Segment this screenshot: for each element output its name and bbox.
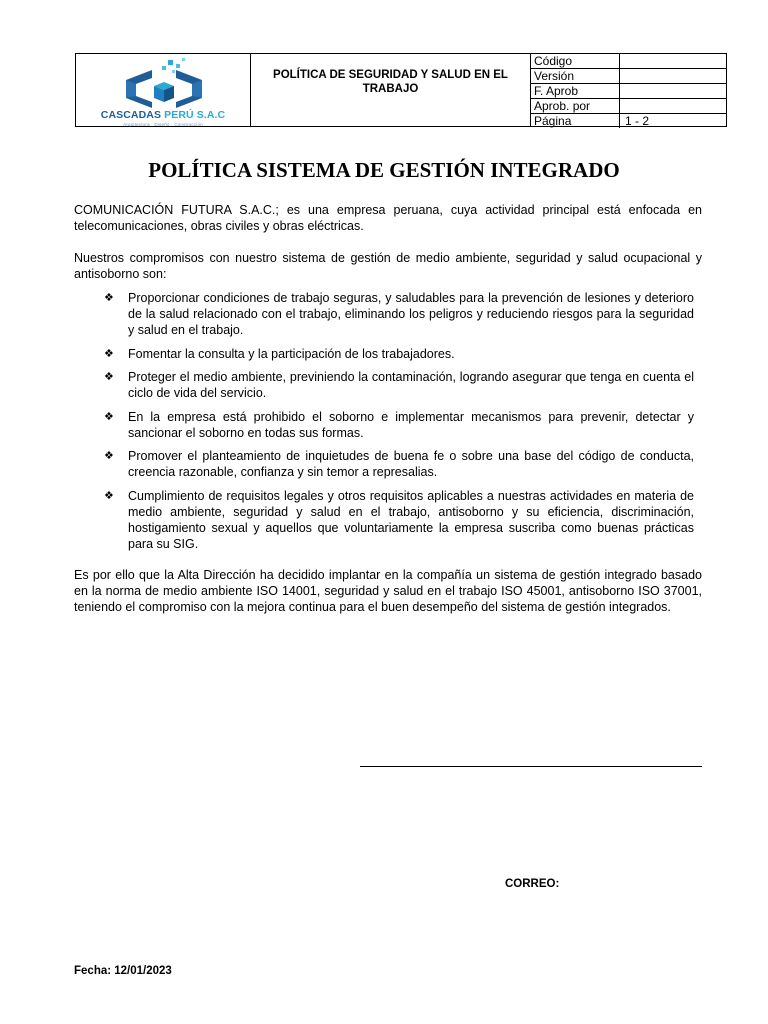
logo-wordmark xyxy=(76,109,250,121)
header-title-text: POLÍTICA DE SEGURIDAD Y SALUD EN EL TRABAJO xyxy=(273,69,508,95)
header-row-aprob-por xyxy=(531,99,726,114)
logo-brand-accent-text: PERÚ S.A.C xyxy=(164,109,226,121)
diamond-bullet-icon: ❖ xyxy=(104,449,114,462)
list-item xyxy=(104,488,694,552)
document-title: POLÍTICA SISTEMA DE GESTIÓN INTEGRADO xyxy=(148,158,620,182)
commitments-list xyxy=(104,290,694,559)
commitments-intro-paragraph: Nuestros compromisos con nuestro sistema de gestión de medio ambiente, seguridad y salud ocupacional y antisoborno son: xyxy=(74,251,702,281)
header-label: Aprob. por xyxy=(531,99,620,113)
header-value xyxy=(620,99,726,113)
header-row-version xyxy=(531,69,726,84)
header-row-f-aprob xyxy=(531,84,726,99)
header-label: Página xyxy=(531,114,620,128)
list-item xyxy=(104,369,694,401)
diamond-bullet-icon: ❖ xyxy=(104,488,114,502)
header-row-codigo xyxy=(531,54,726,69)
list-item-text: Proporcionar condiciones de trabajo seguras, y saludables para la prevención de lesiones y deterioro de la salud relacionado con el trabajo, eliminando los peligros y reduciendo riesgos para la seguridad y salud en el trabajo. xyxy=(128,291,694,337)
list-item-text: Proteger el medio ambiente, previniendo la contaminación, logrando asegurar que tenga en cuenta el ciclo de vida del servicio. xyxy=(128,370,694,400)
header-label: Versión xyxy=(531,69,620,83)
header-label: F. Aprob xyxy=(531,84,620,98)
page-number: 1 - 2 xyxy=(625,114,650,128)
diamond-bullet-icon: ❖ xyxy=(104,409,114,423)
header-info-grid xyxy=(531,54,726,126)
header-title xyxy=(251,54,531,126)
diamond-bullet-icon: ❖ xyxy=(104,346,114,360)
list-item xyxy=(104,448,694,480)
list-item-text: En la empresa está prohibido el soborno e implementar mecanismos para prevenir, detectar y sancionar el soborno en todas sus formas. xyxy=(128,409,694,440)
list-item-text: Cumplimiento de requisitos legales y otros requisitos aplicables a nuestras actividades en materia de medio ambiente, seguridad y salud en el trabajo, antisoborno y su eficiencia, discriminación, hostigamiento sexual y aquellos que voluntariamente la empresa suscriba como buenas prácticas para su SIG. xyxy=(128,488,694,551)
header-row-pagina xyxy=(531,114,726,128)
list-item-text: Fomentar la consulta y la participación de los trabajadores. xyxy=(128,346,455,361)
logo-tagline: Arquitectura · Diseño · Construcción xyxy=(123,122,203,127)
list-item-text: Promover el planteamiento de inquietudes de buena fe o sobre una base del código de conducta, creencia razonable, confianza y sin temor a represalias. xyxy=(128,449,694,479)
logo-brand-text: CASCADAS xyxy=(100,109,162,121)
header-label: Código xyxy=(531,54,620,68)
signature-line xyxy=(360,766,702,767)
cascadas-logo-icon xyxy=(118,58,210,110)
document-header xyxy=(75,53,727,127)
company-logo xyxy=(76,54,251,126)
list-item xyxy=(104,346,694,362)
header-value xyxy=(620,69,726,83)
diamond-bullet-icon: ❖ xyxy=(104,291,114,304)
list-item xyxy=(104,290,694,338)
diamond-bullet-icon: ❖ xyxy=(104,370,114,383)
correo-label: CORREO: xyxy=(505,878,560,890)
closing-paragraph: Es por ello que la Alta Dirección ha decidido implantar en la compañía un sistema de gestión integrado basado en la norma de medio ambiente ISO 14001, seguridad y salud en el trabajo ISO 45001, antisoborno ISO 37001, teniendo el compromiso con la mejora continua para el buen desempeño del sistema de gestión integrados. xyxy=(74,568,702,614)
header-value xyxy=(620,54,726,68)
intro-paragraph: COMUNICACIÓN FUTURA S.A.C.; es una empresa peruana, cuya actividad principal está enfocada en telecomunicaciones, obras civiles y obras eléctricas. xyxy=(74,203,702,233)
header-value xyxy=(620,84,726,98)
document-date: Fecha: 12/01/2023 xyxy=(74,965,172,977)
list-item xyxy=(104,409,694,441)
correo-field xyxy=(505,878,559,890)
